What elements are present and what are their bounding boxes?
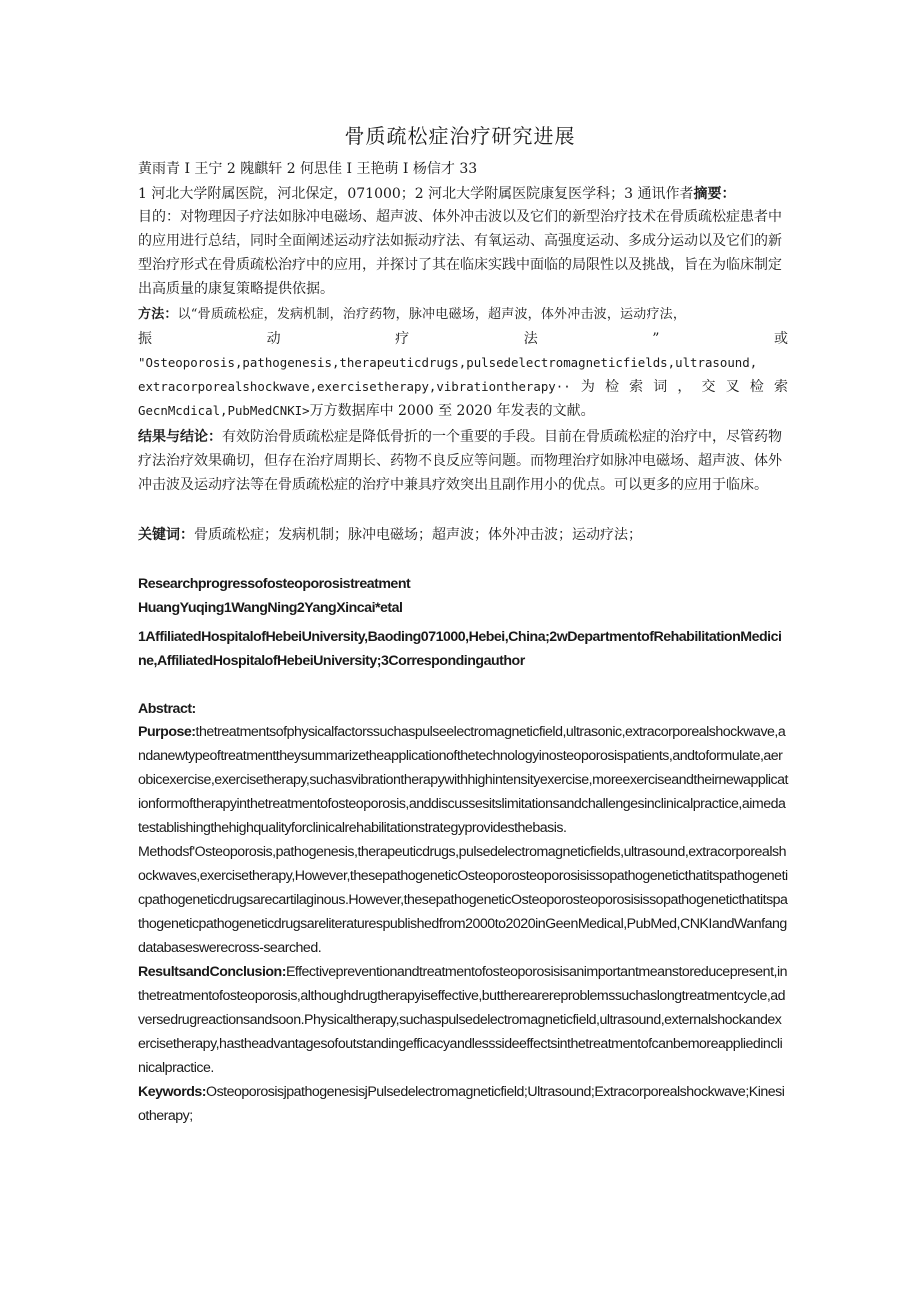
methods-char: 动 bbox=[266, 331, 281, 347]
methods-char: 振 bbox=[138, 331, 152, 347]
methods-label: 方法： bbox=[138, 306, 178, 321]
paper-title: 骨质疏松症治疗研究进展 bbox=[344, 124, 576, 148]
english-abstract-heading: Abstract: bbox=[138, 701, 196, 717]
english-title-block bbox=[138, 572, 788, 620]
methods-char: 索 bbox=[773, 379, 788, 395]
english-methods: Methodsf'Osteoporosis,pathogenesis,therapeuticdrugs,pulsedelectromagneticfields,ultrasound,extracorporealshockwaves,exercisetherapy,However,thesepathogeneticOsteoporosteoporosisissopathogeneticthatitspathogeneticpathogeneticdrugsarecartilaginous.However,thesepathogeneticOsteoporosteoporosisissopathogeneticthatitspathogeneticpathogeneticdrugsareliteraturespublishedfrom2000to2020inGeenMedical,PubMed,CNKIandWanfangdatabaseswerecross-searched. bbox=[138, 844, 788, 956]
keywords bbox=[138, 522, 788, 547]
keywords-label: 关键词： bbox=[138, 526, 194, 542]
methods-char: 疗 bbox=[395, 331, 410, 347]
methods-char: 检 bbox=[749, 379, 764, 395]
methods-range: 万方数据库中 2000 至 2020 年发表的文献。 bbox=[309, 403, 595, 419]
keywords-text-en: OsteoporosisjpathogenesisjPulsedelectromagneticfield;Ultrasound;Extracorporealshockwave;Kinesiotherapy; bbox=[138, 1084, 785, 1124]
english-affiliation: 1AffiliatedHospitalofHebeiUniversity,Baoding071000,Hebei,China;2wDepartmentofRehabilitationMedicine,AffiliatedHospitalofHebeiUniversity;3Correspondingauthor bbox=[138, 629, 782, 669]
methods-char: 或 bbox=[773, 331, 788, 347]
methods-char: 词 bbox=[653, 379, 668, 395]
english-keywords bbox=[138, 1080, 788, 1128]
methods-char: ” bbox=[652, 331, 660, 347]
methods-line-3: "Osteoporosis,pathogenesis,therapeuticdrugs,pulsedelectromagneticfields,ultrasound, bbox=[138, 355, 758, 370]
english-authors: HuangYuqing1WangNing2YangXincai*etal bbox=[138, 600, 403, 616]
results-text-en: Effectivepreventionandtreatmentofosteoporosisisanimportantmeanstoreducepresent,inthetreatmentofosteoporosis,althoughdrugtherapyiseffective,buttherearereproblemssuchaslongtreatmentcycle,adversedrugreactionsandsoon.Physicaltherapy,suchaspulsedelectromagneticfield,ultrasound,externalshockandexercisetherapy,hastheadvantagesofoutstandingefficacyandlesssideeffectsinthetreatmentofcanbemoreappliedinclinicalpractice. bbox=[138, 964, 788, 1076]
english-title: Researchprogressofosteoporosistreatment bbox=[138, 576, 411, 592]
results-label-en: ResultsandConclusion: bbox=[138, 964, 286, 980]
methods-line-4 bbox=[138, 375, 788, 399]
abstract-purpose: 目的：对物理因子疗法如脉冲电磁场、超声波、体外冲击波以及它们的新型治疗技术在骨质疏松症患者中的应用进行总结，同时全面阐述运动疗法如振动疗法、有氧运动、高强度运动、多成分运动以及它们的新型治疗形式在骨质疏松治疗中的应用，并探讨了其在临床实践中面临的局限性以及挑战，旨在为临床制定出高质量的康复策略提供依据。 bbox=[138, 209, 782, 297]
methods-line-2 bbox=[138, 327, 788, 351]
english-abstract bbox=[138, 720, 788, 1128]
methods-char: 叉 bbox=[725, 379, 740, 395]
abstract-methods bbox=[138, 302, 788, 423]
keywords-text: 骨质疏松症；发病机制；脉冲电磁场；超声波；体外冲击波；运动疗法； bbox=[194, 527, 642, 543]
affiliation bbox=[138, 181, 788, 206]
methods-char: 为 bbox=[580, 379, 595, 395]
keywords-label-en: Keywords: bbox=[138, 1084, 207, 1100]
affiliation-text: 1 河北大学附属医院，河北保定，071000；2 河北大学附属医院康复医学科；3 通讯作者 bbox=[138, 186, 694, 202]
methods-terms: extracorporealshockwave,exercisetherapy,vibrationtherapy·· bbox=[138, 379, 571, 394]
methods-line-1 bbox=[138, 302, 788, 327]
results-text: 有效防治骨质疏松症是降低骨折的一个重要的手段。目前在骨质疏松症的治疗中，尽管药物疗法治疗效果确切，但存在治疗周期长、药物不良反应等问题。而物理治疗如脉冲电磁场、超声波、体外冲击波及运动疗法等在骨质疏松症的治疗中兼具疗效突出且副作用小的优点。可以更多的应用于临床。 bbox=[138, 429, 782, 493]
methods-char: 索 bbox=[629, 379, 644, 395]
abstract-label: 摘要： bbox=[693, 185, 736, 201]
abstract-results bbox=[138, 424, 788, 497]
methods-char: 检 bbox=[604, 379, 619, 395]
english-results bbox=[138, 960, 788, 1080]
results-label: 结果与结论： bbox=[138, 428, 222, 444]
english-purpose bbox=[138, 720, 788, 840]
methods-char: ， bbox=[677, 379, 692, 395]
purpose-label: Purpose: bbox=[138, 724, 196, 740]
methods-line-5 bbox=[138, 399, 788, 423]
methods-char: 法 bbox=[523, 331, 538, 347]
methods-databases: GecnMcdical,PubMedCNKI> bbox=[138, 403, 310, 418]
methods-text: 以“骨质疏松症，发病机制，治疗药物，脉冲电磁场，超声波，体外冲击波，运动疗法， bbox=[177, 307, 687, 322]
purpose-text: thetreatmentsofphysicalfactorssuchaspulseelectromagneticfield,ultrasonic,extracorporealshockwave,andanewtypeoftreatmenttheysummarizetheapplicationofthetechnologyinosteoporosispatients,andtoformulate,aerobicexercise,exercisetherapy,suchasvibrationtherapywithhighintensityexercise,moreexerciseandtheirnewapplicationformoftherapyinthetreatmentofosteoporosis,anddiscussesitslimitationsandchallengesinclinicalpractice,aimedatestablishingthehighqualityforclinicalrehabilitationstrategyprovidesthebasis. bbox=[138, 724, 788, 836]
author-list: 黄雨青 I 王宁 2 隗麒轩 2 何思佳 I 王艳萌 I 杨信才 33 bbox=[138, 161, 478, 177]
methods-char: 交 bbox=[701, 379, 716, 395]
